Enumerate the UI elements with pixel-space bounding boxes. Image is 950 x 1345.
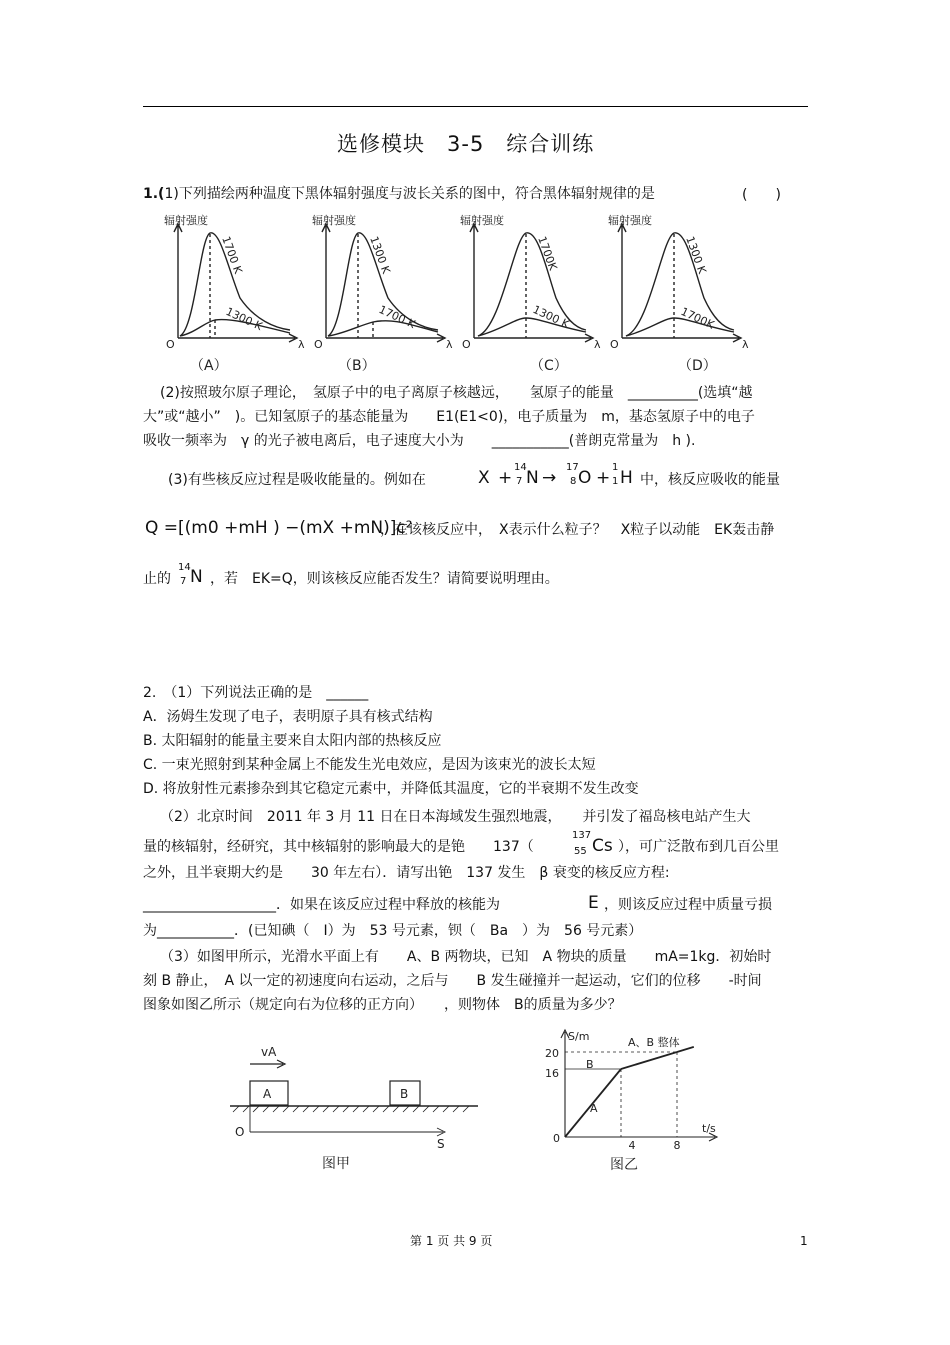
segment-a-label: A bbox=[590, 1102, 598, 1115]
o-charge: 8 bbox=[570, 476, 577, 487]
footer-page-info: 第 1 页 共 9 页 bbox=[410, 1234, 493, 1248]
q2-option-d: D. 将放射性元素掺杂到其它稳定元素中，并降低其温度，它的半衰期不发生改变 bbox=[143, 781, 639, 797]
h-charge: 1 bbox=[612, 476, 619, 487]
graph-c-lambda: λ bbox=[594, 338, 601, 351]
q1-p2-line1: (2)按照玻尔原子理论， 氢原子中的电子离原子核越远， 氢原子的能量 __________(选填“越 bbox=[160, 385, 753, 401]
graph-b-high-label: 1300 K bbox=[367, 234, 393, 276]
q2-p2-line5: 为___________．(已知碘（ I）为 53 号元素，钡（ Ba ）为 56 号元素） bbox=[143, 923, 643, 939]
graph-c-origin: O bbox=[462, 338, 471, 351]
q1-p2-line2: 大”或“越小” )。已知氢原子的基态能量为 E1(E1<0)，电子质量为 m，基态氢原子中的电子 bbox=[143, 409, 755, 425]
origin-zero-label: 0 bbox=[553, 1132, 560, 1145]
q2-option-c: C. 一束光照射到某种金属上不能发生光电效应，是因为该束光的波长太短 bbox=[143, 757, 596, 773]
nuclide-cs bbox=[572, 830, 618, 858]
n-symbol: N bbox=[526, 468, 539, 488]
q1-answer-paren: ( ) bbox=[742, 187, 781, 203]
q1-number: 1.( bbox=[143, 186, 165, 202]
graph-c-low-label: 1300 K bbox=[530, 302, 572, 332]
figure-jia bbox=[225, 1040, 490, 1175]
q1-p3-line1b: 中，核反应吸收的能量 bbox=[640, 472, 780, 488]
ground-hatch bbox=[233, 1106, 469, 1112]
q2-p2-line1: （2）北京时间 2011 年 3 月 11 日在日本海域发生强烈地震， 并引发了福岛核电站产生大 bbox=[160, 809, 751, 825]
block-b-label: B bbox=[400, 1087, 409, 1101]
tick-x-4: 4 bbox=[628, 1139, 636, 1152]
cs-charge: 55 bbox=[574, 846, 587, 857]
graph-d-lambda: λ bbox=[742, 338, 749, 351]
q2-p2-line2b: ），可广泛散布到几百公里 bbox=[618, 839, 779, 855]
tick-x-8: 8 bbox=[673, 1139, 681, 1152]
tick-y-20: 20 bbox=[545, 1047, 559, 1060]
q2-p2-line2a: 量的核辐射，经研究，其中核辐射的影响最大的是铯 137（ bbox=[143, 839, 534, 855]
q2-p2-line4b: ，则该反应过程中质量亏损 bbox=[604, 897, 772, 913]
q2-p2-line4a: ___________________．如果在该反应过程中释放的核能为 bbox=[143, 897, 500, 913]
graph-b-low-label: 1700 K bbox=[376, 302, 418, 332]
footer-page-number: 1 bbox=[800, 1234, 808, 1248]
va-label: vA bbox=[261, 1045, 277, 1059]
n-charge: 7 bbox=[516, 476, 523, 487]
q2-p3-line2: 刻 B 静止， A 以一定的初速度向右运动，之后与 B 发生碰撞并一起运动，它们的位移 -时间 bbox=[143, 973, 762, 989]
graph-d-letter: （D） bbox=[678, 358, 717, 374]
nuclide-n-charge: 7 bbox=[180, 576, 187, 587]
graph-a-origin: O bbox=[166, 338, 175, 351]
q1-p3-line3b: ，若 EK=Q，则该核反应能否发生？请简要说明理由。 bbox=[210, 571, 559, 587]
x-axis bbox=[565, 1133, 717, 1141]
blackbody-graphs bbox=[160, 208, 760, 378]
s-label: S bbox=[437, 1137, 445, 1151]
series-line-1 bbox=[621, 1052, 677, 1069]
q2-p3-line1: （3）如图甲所示，光滑水平面上有 A、B 两物块，已知 A 物块的质量 mA=1kg．初始时 bbox=[160, 949, 772, 965]
n-mass: 14 bbox=[514, 462, 527, 473]
tick-y-16: 16 bbox=[545, 1067, 559, 1080]
position-axis bbox=[250, 1106, 445, 1136]
graph-b bbox=[322, 224, 445, 342]
page-title: 选修模块 3-5 综合训练 bbox=[337, 132, 595, 156]
h-symbol: H bbox=[620, 468, 633, 488]
origin-o-label: O bbox=[235, 1125, 245, 1139]
block-a-label: A bbox=[263, 1087, 272, 1101]
x-axis-label: t/s bbox=[702, 1122, 716, 1135]
h-mass: 1 bbox=[612, 462, 619, 473]
y-axis bbox=[561, 1030, 569, 1137]
y-axis-label: S/m bbox=[568, 1030, 590, 1043]
graph-d-ylabel: 辐射强度 bbox=[608, 214, 652, 227]
nuclide-n-mass: 14 bbox=[178, 562, 191, 573]
q1-intro bbox=[143, 185, 655, 203]
reaction-arrow: → bbox=[542, 468, 557, 488]
nuclide-n bbox=[178, 562, 208, 590]
q2-p3-line3: 图象如图乙所示（规定向右为位移的正方向） ，则物体 B的质量为多少？ bbox=[143, 997, 622, 1013]
q1-intro-text: 1)下列描绘两种温度下黑体辐射强度与波长关系的图中，符合黑体辐射规律的是 bbox=[164, 186, 655, 202]
top-rule bbox=[143, 106, 808, 107]
graph-b-lambda: λ bbox=[446, 338, 453, 351]
graph-a-letter: （A） bbox=[190, 358, 228, 374]
q1-p3-line1a: (3)有些核反应过程是吸收能量的。例如在 bbox=[168, 472, 426, 488]
nuclide-n-symbol: N bbox=[190, 567, 203, 587]
graph-b-origin: O bbox=[314, 338, 323, 351]
graph-a-lambda: λ bbox=[298, 338, 305, 351]
graph-a-high-label: 1700 K bbox=[219, 234, 245, 276]
graph-c-ylabel: 辐射强度 bbox=[460, 214, 504, 227]
cs-mass: 137 bbox=[572, 830, 592, 841]
energy-formula: Q =[(m0 +mH ) −(mX +mN)]c² bbox=[145, 518, 413, 538]
graph-c-letter: （C） bbox=[530, 358, 568, 374]
o-mass: 17 bbox=[566, 462, 579, 473]
segment-b-label: B bbox=[586, 1058, 594, 1071]
graph-d bbox=[618, 224, 741, 342]
energy-e: E bbox=[588, 893, 599, 913]
whole-label: A、B 整体 bbox=[628, 1036, 680, 1049]
q1-p3-line3a: 止的 bbox=[143, 571, 171, 587]
q1-p2-line3: 吸收一频率为 γ 的光子被电离后，电子速度大小为 ___________(普朗克常量为 h ). bbox=[143, 433, 696, 449]
graph-a-low-label: 1300 K bbox=[223, 304, 265, 334]
graph-d-low-label: 1700K bbox=[678, 304, 717, 332]
figure-yi-chart bbox=[540, 1022, 730, 1177]
figure-jia-caption: 图甲 bbox=[322, 1156, 350, 1172]
q2-head: 2. （1）下列说法正确的是 ______ bbox=[143, 685, 369, 701]
graph-c-high-label: 1700K bbox=[535, 234, 560, 273]
reaction-x: X bbox=[478, 468, 490, 488]
graph-a-ylabel: 辐射强度 bbox=[164, 214, 208, 227]
graph-a bbox=[174, 224, 297, 342]
q2-option-b: B. 太阳辐射的能量主要来自太阳内部的热核反应 bbox=[143, 733, 442, 749]
o-symbol: O bbox=[578, 468, 592, 488]
q1-p3-line2: ，在该核反应中， X表示什么粒子？ X粒子以动能 EK轰击静 bbox=[380, 522, 775, 538]
graph-d-origin: O bbox=[610, 338, 619, 351]
graph-c bbox=[470, 224, 593, 342]
q2-option-a: A．汤姆生发现了电子，表明原子具有核式结构 bbox=[143, 709, 433, 725]
cs-symbol: Cs bbox=[592, 836, 613, 856]
reaction-plus: + bbox=[498, 468, 513, 488]
graph-b-letter: （B） bbox=[338, 358, 376, 374]
figure-yi-caption: 图乙 bbox=[610, 1157, 638, 1173]
graph-d-high-label: 1300 K bbox=[683, 234, 709, 276]
q2-p2-line3: 之外，且半衰期大约是 30 年左右）．请写出铯 137 发生 β 衰变的核反应方程: bbox=[143, 865, 670, 881]
reaction-plus2: + bbox=[596, 468, 611, 488]
velocity-arrow bbox=[250, 1060, 285, 1068]
graph-b-ylabel: 辐射强度 bbox=[312, 214, 356, 227]
